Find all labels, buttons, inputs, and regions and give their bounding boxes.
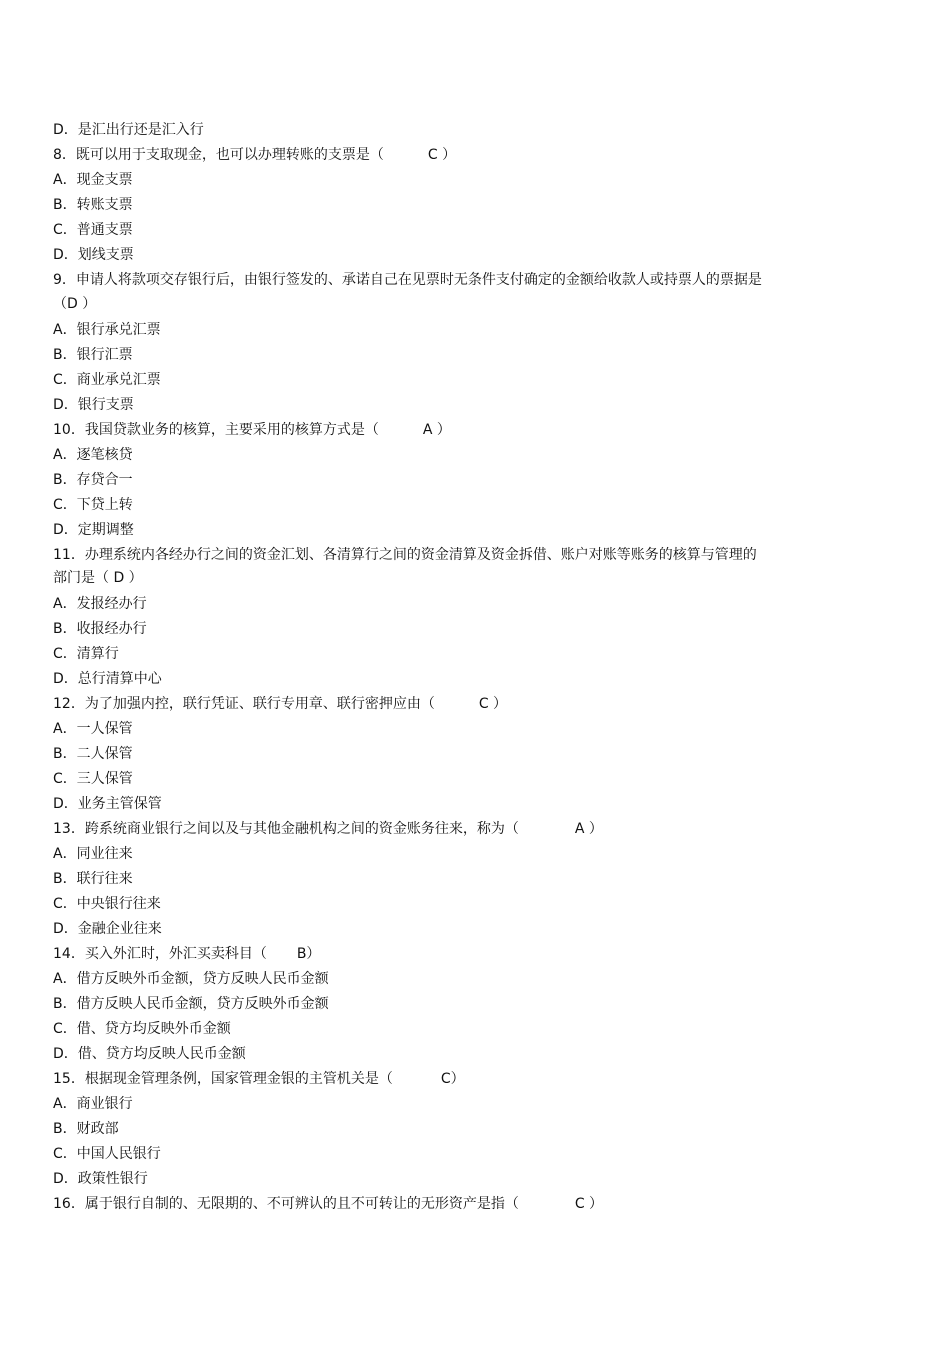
question-10-answer: A ） bbox=[422, 422, 451, 438]
question-12-answer: C ） bbox=[478, 696, 508, 712]
question-9-answer: （D ） bbox=[53, 296, 97, 312]
option-b-q15: B．财政部 bbox=[53, 1121, 119, 1137]
option-d-q11: D．总行清算中心 bbox=[53, 671, 162, 687]
option-a-q14: A．借方反映外币金额，贷方反映人民币金额 bbox=[53, 971, 329, 987]
question-13-text: 13．跨系统商业银行之间以及与其他金融机构之间的资金账务往来，称为（ bbox=[53, 821, 519, 837]
question-10 bbox=[53, 421, 451, 439]
question-11-answer: 部门是（ D ） bbox=[53, 570, 143, 586]
question-11-text: 11．办理系统内各经办行之间的资金汇划、各清算行之间的资金清算及资金拆借、账户对账等账务的核算与管理的 bbox=[53, 547, 757, 563]
question-8-answer: C ） bbox=[427, 147, 457, 163]
option-b-q10: B．存贷合一 bbox=[53, 472, 133, 488]
option-d-q14: D．借、贷方均反映人民币金额 bbox=[53, 1046, 246, 1062]
question-15-text: 15．根据现金管理条例，国家管理金银的主管机关是（ bbox=[53, 1071, 393, 1087]
option-c-q14: C．借、贷方均反映外币金额 bbox=[53, 1021, 231, 1037]
option-a-q15: A．商业银行 bbox=[53, 1096, 133, 1112]
option-c-q12: C．三人保管 bbox=[53, 771, 133, 787]
option-b-q13: B．联行往来 bbox=[53, 871, 133, 887]
option-d-q15: D．政策性银行 bbox=[53, 1171, 148, 1187]
question-16-answer: C ） bbox=[574, 1196, 604, 1212]
option-c-q11: C．清算行 bbox=[53, 646, 119, 662]
question-13 bbox=[53, 820, 603, 838]
option-c-q9: C．商业承兑汇票 bbox=[53, 372, 161, 388]
question-12 bbox=[53, 695, 507, 713]
option-a-q10: A．逐笔核贷 bbox=[53, 447, 133, 463]
question-15 bbox=[53, 1070, 465, 1088]
option-b-q9: B．银行汇票 bbox=[53, 347, 133, 363]
option-d-q13: D．金融企业往来 bbox=[53, 921, 162, 937]
question-12-text: 12．为了加强内控，联行凭证、联行专用章、联行密押应由（ bbox=[53, 696, 435, 712]
option-c-q10: C．下贷上转 bbox=[53, 497, 133, 513]
question-10-text: 10．我国贷款业务的核算，主要采用的核算方式是（ bbox=[53, 422, 379, 438]
option-a-q8: A．现金支票 bbox=[53, 172, 133, 188]
question-16-text: 16．属于银行自制的、无限期的、不可辨认的且不可转让的无形资产是指（ bbox=[53, 1196, 519, 1212]
option-c-q8: C．普通支票 bbox=[53, 222, 133, 238]
question-15-answer: C） bbox=[440, 1071, 465, 1087]
option-d-q12: D．业务主管保管 bbox=[53, 796, 162, 812]
question-14 bbox=[53, 945, 320, 963]
option-b-q14: B．借方反映人民币金额，贷方反映外币金额 bbox=[53, 996, 329, 1012]
option-c-q13: C．中央银行往来 bbox=[53, 896, 161, 912]
question-8 bbox=[53, 146, 456, 164]
option-b-q8: B．转账支票 bbox=[53, 197, 133, 213]
option-c-q15: C．中国人民银行 bbox=[53, 1146, 161, 1162]
option-a-q12: A．一人保管 bbox=[53, 721, 133, 737]
option-d-q7: D．是汇出行还是汇入行 bbox=[53, 122, 204, 138]
option-a-q11: A．发报经办行 bbox=[53, 596, 147, 612]
question-8-text: 8．既可以用于支取现金，也可以办理转账的支票是（ bbox=[53, 147, 384, 163]
option-b-q12: B．二人保管 bbox=[53, 746, 133, 762]
question-16 bbox=[53, 1195, 603, 1213]
question-14-answer: B） bbox=[296, 946, 321, 962]
option-d-q10: D．定期调整 bbox=[53, 522, 134, 538]
question-13-answer: A ） bbox=[574, 821, 603, 837]
option-d-q9: D．银行支票 bbox=[53, 397, 134, 413]
option-d-q8: D．划线支票 bbox=[53, 247, 134, 263]
question-9-text: 9．申请人将款项交存银行后，由银行签发的、承诺自己在见票时无条件支付确定的金额给收款人或持票人的票据是 bbox=[53, 272, 762, 288]
question-14-text: 14．买入外汇时，外汇买卖科目（ bbox=[53, 946, 267, 962]
option-b-q11: B．收报经办行 bbox=[53, 621, 147, 637]
option-a-q13: A．同业往来 bbox=[53, 846, 133, 862]
option-a-q9: A．银行承兑汇票 bbox=[53, 322, 161, 338]
